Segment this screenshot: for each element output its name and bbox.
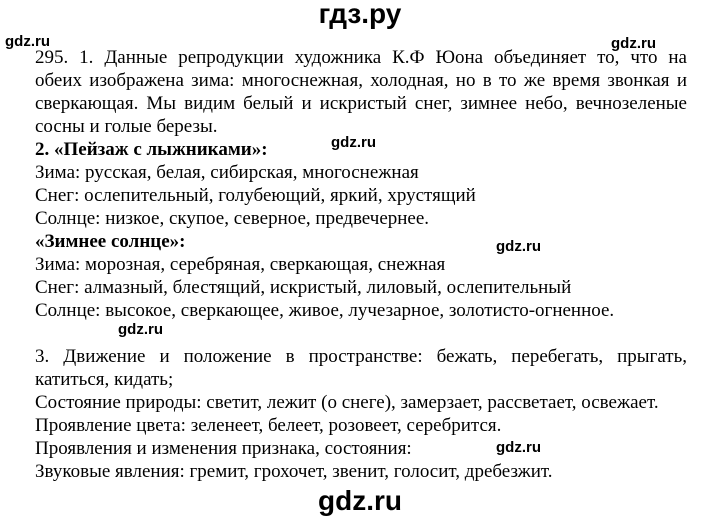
text-line: обеих изображена зима: многоснежная, холодная, но в то же время звонкая и xyxy=(35,70,687,91)
text-line: Солнце: высокое, сверкающее, живое, лучезарное, золотисто-огненное. xyxy=(35,300,615,321)
watermark-gdz: gdz.ru xyxy=(118,321,163,338)
watermark-gdz: gdz.ru xyxy=(496,439,541,456)
watermark-gdz: gdz.ru xyxy=(611,35,656,52)
text-line: Звуковые явления: гремит, грохочет, звенит, голосит, дребезжит. xyxy=(35,461,553,482)
text-line: Снег: ослепительный, голубеющий, яркий, хрустящий xyxy=(35,185,476,206)
watermark-gdz: gdz.ru xyxy=(496,238,541,255)
site-watermark-top: гдз.ру xyxy=(318,0,402,29)
text-line: Солнце: низкое, скупое, северное, предвечернее. xyxy=(35,208,430,229)
watermark-gdz: gdz.ru xyxy=(331,134,376,151)
text-line: сверкающая. Мы видим белый и искристый снег, зимнее небо, вечнозеленые xyxy=(35,93,687,114)
watermark-gdz: gdz.ru xyxy=(5,33,50,50)
site-watermark-bottom: gdz.ru xyxy=(318,485,402,516)
text-line: Снег: алмазный, блестящий, искристый, лиловый, ослепительный xyxy=(35,277,572,298)
section-heading: 2. «Пейзаж с лыжниками»: xyxy=(35,139,268,160)
text-line: Зима: русская, белая, сибирская, многоснежная xyxy=(35,162,419,183)
section-heading: «Зимнее солнце»: xyxy=(35,231,186,252)
text-line: Состояние природы: светит, лежит (о снеге), замерзает, рассветает, освежает. xyxy=(35,392,659,413)
text-line: Проявление цвета: зеленеет, белеет, розовеет, серебрится. xyxy=(35,415,502,436)
text-line: Зима: морозная, серебряная, сверкающая, снежная xyxy=(35,254,446,275)
text-line: Проявления и изменения признака, состояния: xyxy=(35,438,412,459)
text-line: 295. 1. Данные репродукции художника К.Ф Юона объединяет то, что на xyxy=(35,47,687,68)
text-line: сосны и голые березы. xyxy=(35,116,218,137)
text-line: 3. Движение и положение в пространстве: бежать, перебегать, прыгать, xyxy=(35,346,687,367)
text-line: катиться, кидать; xyxy=(35,369,174,390)
